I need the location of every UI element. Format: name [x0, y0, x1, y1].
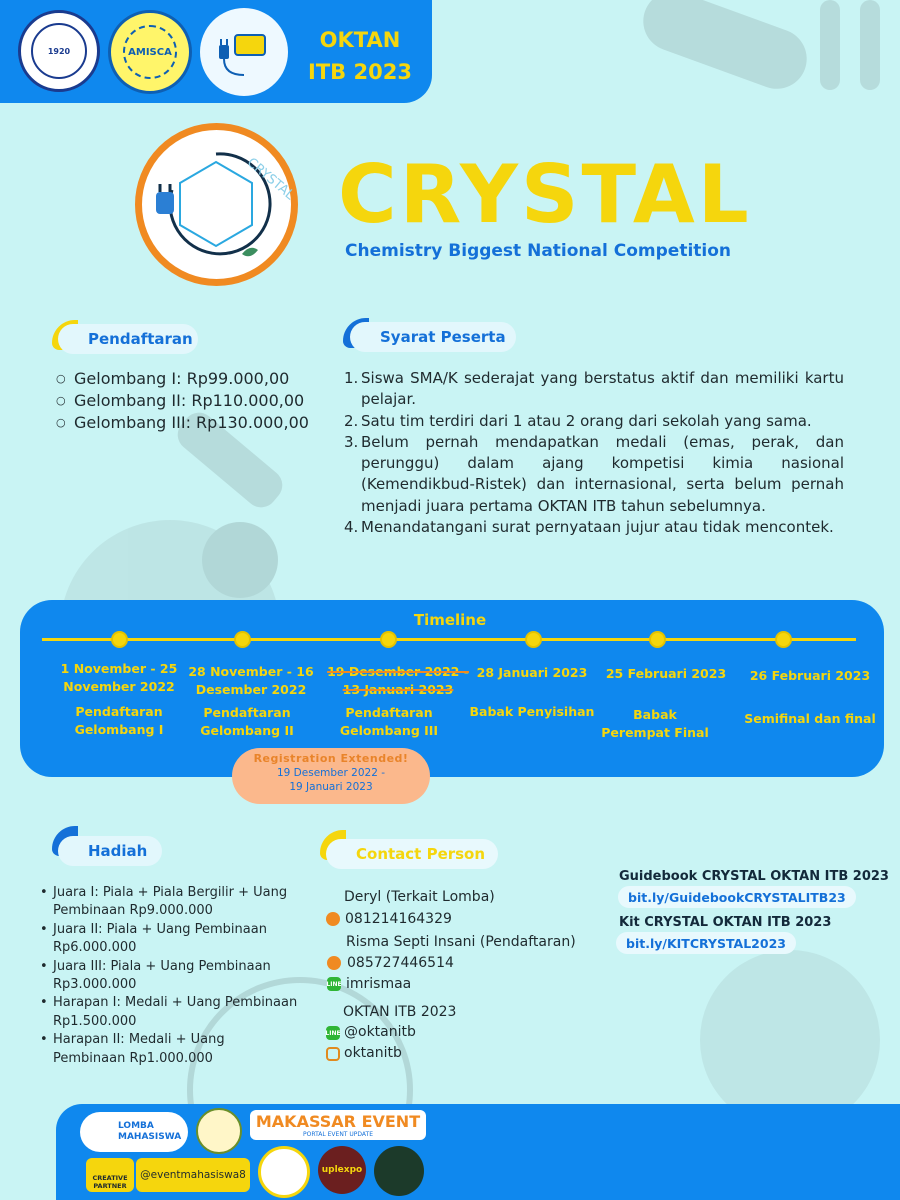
crystal-logo-text: CRYSTAL: [243, 155, 297, 204]
prize-item: • Harapan I: Medali + Uang Pembinaan Rp1.500.000: [40, 994, 300, 1031]
timeline-dot: [525, 631, 542, 648]
event-title: [305, 24, 415, 88]
registration-extended-line1: 19 Desember 2022 -: [276, 767, 386, 779]
itb-logo-year: 1920: [31, 23, 87, 79]
whatsapp-icon: [326, 912, 340, 926]
registration-item: ○ Gelombang I: Rp99.000,00: [56, 368, 336, 390]
crystal-title: CRYSTAL: [338, 148, 752, 241]
timeline-date: 28 November - 16 Desember 2022: [188, 664, 314, 697]
contact-heading-label: Contact Person: [356, 845, 486, 863]
line-app-icon: LINE: [327, 977, 341, 991]
line-app-icon: LINE: [326, 1026, 340, 1040]
contact-person1-name: Deryl (Terkait Lomba): [344, 889, 495, 905]
timeline-label: Semifinal dan final: [744, 711, 876, 726]
requirement-item: [344, 411, 844, 432]
requirement-number: 2.: [344, 411, 359, 430]
event-title-line1: OKTAN: [319, 28, 401, 52]
requirement-text: Siswa SMA/K sederajat yang berstatus aktif dan memiliki kartu pelajar.: [361, 369, 844, 409]
crystal-subtitle: Chemistry Biggest National Competition: [345, 241, 732, 261]
event-title-line2: ITB 2023: [308, 60, 412, 84]
prizes-list: [40, 884, 300, 1068]
instagram-icon: [326, 1047, 340, 1061]
makassar-event-text: MAKASSAR EVENT: [255, 1111, 421, 1131]
timeline-dot: [234, 631, 251, 648]
timeline-dot: [775, 631, 792, 648]
creative-partner-badge: [86, 1158, 134, 1192]
timeline-label: Pendaftaran Gelombang I: [74, 704, 164, 737]
event-mahasiswa-logo: [374, 1146, 424, 1196]
requirements-list: [344, 368, 844, 538]
timeline-label: Babak Penyisihan: [469, 704, 595, 719]
amisca-logo-text: AMISCA: [123, 25, 177, 79]
requirements-heading: [350, 322, 516, 352]
registration-extended-title: Registration Extended!: [253, 752, 409, 765]
itb-logo: [18, 10, 100, 92]
timeline-date: 28 Januari 2023: [476, 665, 588, 680]
uplexpo-text: uplexpo: [321, 1165, 363, 1175]
whatsapp-icon: [327, 956, 341, 970]
uplexpo-logo: [318, 1146, 366, 1194]
prizes-heading-label: Hadiah: [88, 842, 148, 860]
timeline-dot: [649, 631, 666, 648]
makassar-event-tagline: PORTAL EVENT UPDATE: [303, 1130, 373, 1138]
contact-org-name: OKTAN ITB 2023: [343, 1004, 457, 1020]
timeline-line: [42, 638, 856, 641]
registration-heading: [58, 324, 198, 354]
requirement-text: Menandatangani surat pernyataan jujur atau tidak mencontek.: [361, 518, 834, 537]
prize-item: • Harapan II: Medali + Uang Pembinaan Rp1.000.000: [40, 1031, 300, 1068]
contact-person2-line[interactable]: imrismaa: [346, 976, 412, 992]
university-logo: [258, 1146, 310, 1198]
kit-title: Kit CRYSTAL OKTAN ITB 2023: [619, 915, 832, 930]
instagram-handle-box: [136, 1158, 250, 1192]
kit-link[interactable]: bit.ly/KITCRYSTAL2023: [616, 932, 796, 954]
prize-item: • Juara III: Piala + Uang Pembinaan Rp3.000.000: [40, 958, 300, 995]
timeline-heading: Timeline: [413, 611, 487, 629]
contact-org-instagram[interactable]: oktanitb: [344, 1045, 402, 1061]
crystal-hexagon-icon: [142, 130, 297, 279]
contact-person1-phone[interactable]: 081214164329: [345, 911, 452, 927]
contact-org-line[interactable]: @oktanitb: [344, 1024, 416, 1040]
timeline-date-struck: 19 Desember 2022 - 13 Januari 2023: [327, 664, 469, 697]
requirement-number: 4.: [344, 518, 359, 537]
instagram-handle-text: @eventmahasiswa8: [140, 1169, 246, 1181]
oktan-logo: [200, 8, 288, 96]
sponsor-badge-logo: [196, 1108, 242, 1154]
lomba-mahasiswa-text: LOMBA MAHASISWA: [118, 1121, 182, 1142]
lomba-mahasiswa-logo: [80, 1112, 188, 1152]
crystal-logo: [135, 123, 298, 286]
creative-partner-text: CREATIVE PARTNER: [92, 1174, 128, 1190]
registration-item: ○ Gelombang II: Rp110.000,00: [56, 390, 336, 412]
contact-person2-name: Risma Septi Insani (Pendaftaran): [346, 934, 576, 950]
timeline-label: Pendaftaran Gelombang III: [339, 705, 439, 738]
timeline-dot: [380, 631, 397, 648]
timeline-date: 26 Februari 2023: [749, 668, 871, 683]
timeline-date: 25 Februari 2023: [605, 666, 727, 681]
registration-heading-label: Pendaftaran: [88, 330, 193, 348]
contact-person2-phone[interactable]: 085727446514: [347, 955, 454, 971]
requirement-item: [344, 368, 844, 411]
prizes-heading: [58, 836, 162, 866]
makassar-event-logo: [250, 1110, 426, 1140]
registration-extended-line2: 19 Januari 2023: [289, 781, 373, 793]
contact-heading: [326, 839, 498, 869]
requirement-item: [344, 432, 844, 517]
timeline-dot: [111, 631, 128, 648]
registration-list: [56, 368, 336, 434]
requirement-item: [344, 517, 844, 538]
requirement-number: 3.: [344, 432, 359, 451]
requirement-number: 1.: [344, 369, 359, 387]
amisca-logo: [108, 10, 192, 94]
timeline-date: 1 November - 25 November 2022: [60, 661, 178, 694]
guidebook-title: Guidebook CRYSTAL OKTAN ITB 2023: [619, 869, 889, 884]
timeline-label: Babak Perempat Final: [601, 707, 709, 740]
prize-item: • Juara I: Piala + Piala Bergilir + Uang Pembinaan Rp9.000.000: [40, 884, 300, 921]
plug-battery-icon: [209, 17, 279, 87]
requirement-text: Belum pernah mendapatkan medali (emas, perak, dan perunggu) dalam ajang kompetisi kimia nasional (Kemendikbud-Ristek) dan internasional, serta belum pernah menjadi juara pertama OKTAN ITB tahun sebelumnya.: [361, 432, 844, 515]
timeline-label: Pendaftaran Gelombang II: [200, 705, 294, 738]
guidebook-link[interactable]: bit.ly/GuidebookCRYSTALITB23: [618, 886, 856, 908]
requirement-text: Satu tim terdiri dari 1 atau 2 orang dari sekolah yang sama.: [361, 411, 812, 430]
registration-item: ○ Gelombang III: Rp130.000,00: [56, 412, 336, 434]
requirements-heading-label: Syarat Peserta: [380, 328, 506, 346]
prize-item: • Juara II: Piala + Uang Pembinaan Rp6.000.000: [40, 921, 300, 958]
